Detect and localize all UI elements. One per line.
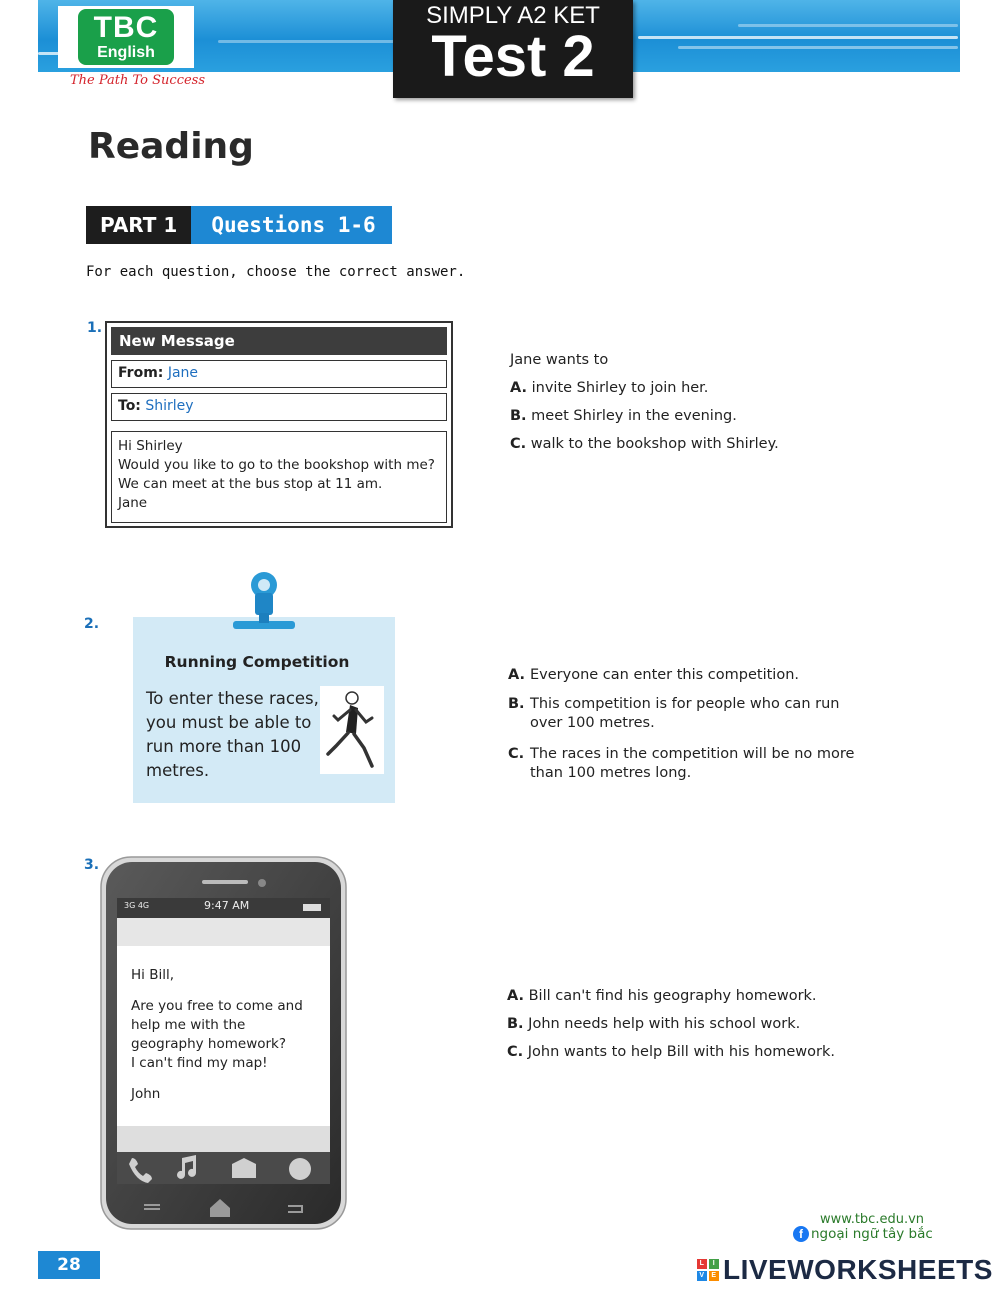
message-body: [111, 431, 447, 523]
test-title: Test 2: [431, 24, 595, 89]
instruction: For each question, choose the correct answer.: [86, 264, 466, 280]
message-line: Hi Bill,: [131, 967, 174, 983]
option-c[interactable]: C. John wants to help Bill with his homework.: [507, 1044, 836, 1060]
from-row: [111, 360, 447, 388]
q2-options: [508, 667, 888, 795]
notice-text: To enter these races, you must be able to run more than 100 metres.: [146, 689, 319, 780]
section-title: Reading: [88, 126, 254, 167]
option-b[interactable]: B. John needs help with his school work.: [507, 1016, 801, 1032]
part-tag: [86, 206, 392, 244]
signal-indicator: 3G 4G: [124, 901, 150, 910]
option-b[interactable]: B. This competition is for people who can run over 100 metres.: [508, 696, 840, 731]
message-line: Are you free to come and help me with the geography homework?: [131, 998, 303, 1052]
facebook-icon: f: [793, 1226, 809, 1242]
website-link[interactable]: www.tbc.edu.vn: [820, 1212, 925, 1227]
facebook-name: ngoại ngữ tây bắc: [811, 1226, 933, 1242]
q1-options: [510, 352, 930, 464]
logo-text: TBC: [93, 11, 159, 44]
message-line: We can meet at the bus stop at 11 am.: [118, 476, 383, 492]
option-b[interactable]: B. meet Shirley in the evening.: [510, 408, 737, 424]
tbc-logo: [58, 6, 194, 68]
runner-icon: [320, 686, 384, 774]
notice-title: Running Competition: [164, 653, 350, 671]
message-line: I can't find my map!: [131, 1055, 268, 1071]
tagline: The Path To Success: [70, 73, 206, 88]
series-title: SIMPLY A2 KET: [426, 2, 600, 29]
option-c[interactable]: C. walk to the bookshop with Shirley.: [510, 436, 779, 452]
to-row: [111, 393, 447, 421]
logo-subtext: English: [97, 44, 155, 61]
email-message: [105, 321, 453, 528]
questions-label: Questions 1-6: [191, 206, 391, 244]
option-a[interactable]: A. invite Shirley to join her.: [510, 380, 709, 396]
running-notice: [133, 617, 395, 803]
message-line: Jane: [118, 495, 148, 511]
message-header: New Message: [111, 327, 447, 355]
from-value: Jane: [167, 365, 199, 381]
facebook-link[interactable]: [793, 1226, 933, 1242]
question-number-2: 2.: [84, 616, 100, 632]
test-title-box: [393, 0, 633, 98]
question-number-3: 3.: [84, 857, 100, 873]
message-line: John: [131, 1086, 161, 1102]
page-number: 28: [38, 1251, 100, 1279]
liveworksheets-logo: [697, 1254, 993, 1286]
option-a[interactable]: A. Everyone can enter this competition.: [508, 667, 800, 683]
liveworksheets-text: LIVEWORKSHEETS: [723, 1254, 993, 1285]
paper-clip-icon: [229, 569, 299, 639]
to-label: To:: [118, 398, 141, 414]
status-time: 9:47 AM: [204, 899, 250, 912]
liveworksheets-grid-icon: L I V E: [697, 1259, 719, 1281]
option-c[interactable]: C. The races in the competition will be no more than 100 metres long.: [508, 746, 855, 781]
phone-message: [131, 966, 321, 1104]
from-label: From:: [118, 365, 164, 381]
question-number-1: 1.: [87, 320, 103, 336]
message-line: Would you like to go to the bookshop with me?: [118, 457, 435, 473]
to-value: Shirley: [145, 398, 194, 414]
q3-options: [507, 988, 927, 1072]
option-a[interactable]: A. Bill can't find his geography homework.: [507, 988, 817, 1004]
message-line: Hi Shirley: [118, 438, 183, 454]
part-label: PART 1: [86, 206, 191, 244]
question-stem: Jane wants to: [510, 352, 609, 368]
